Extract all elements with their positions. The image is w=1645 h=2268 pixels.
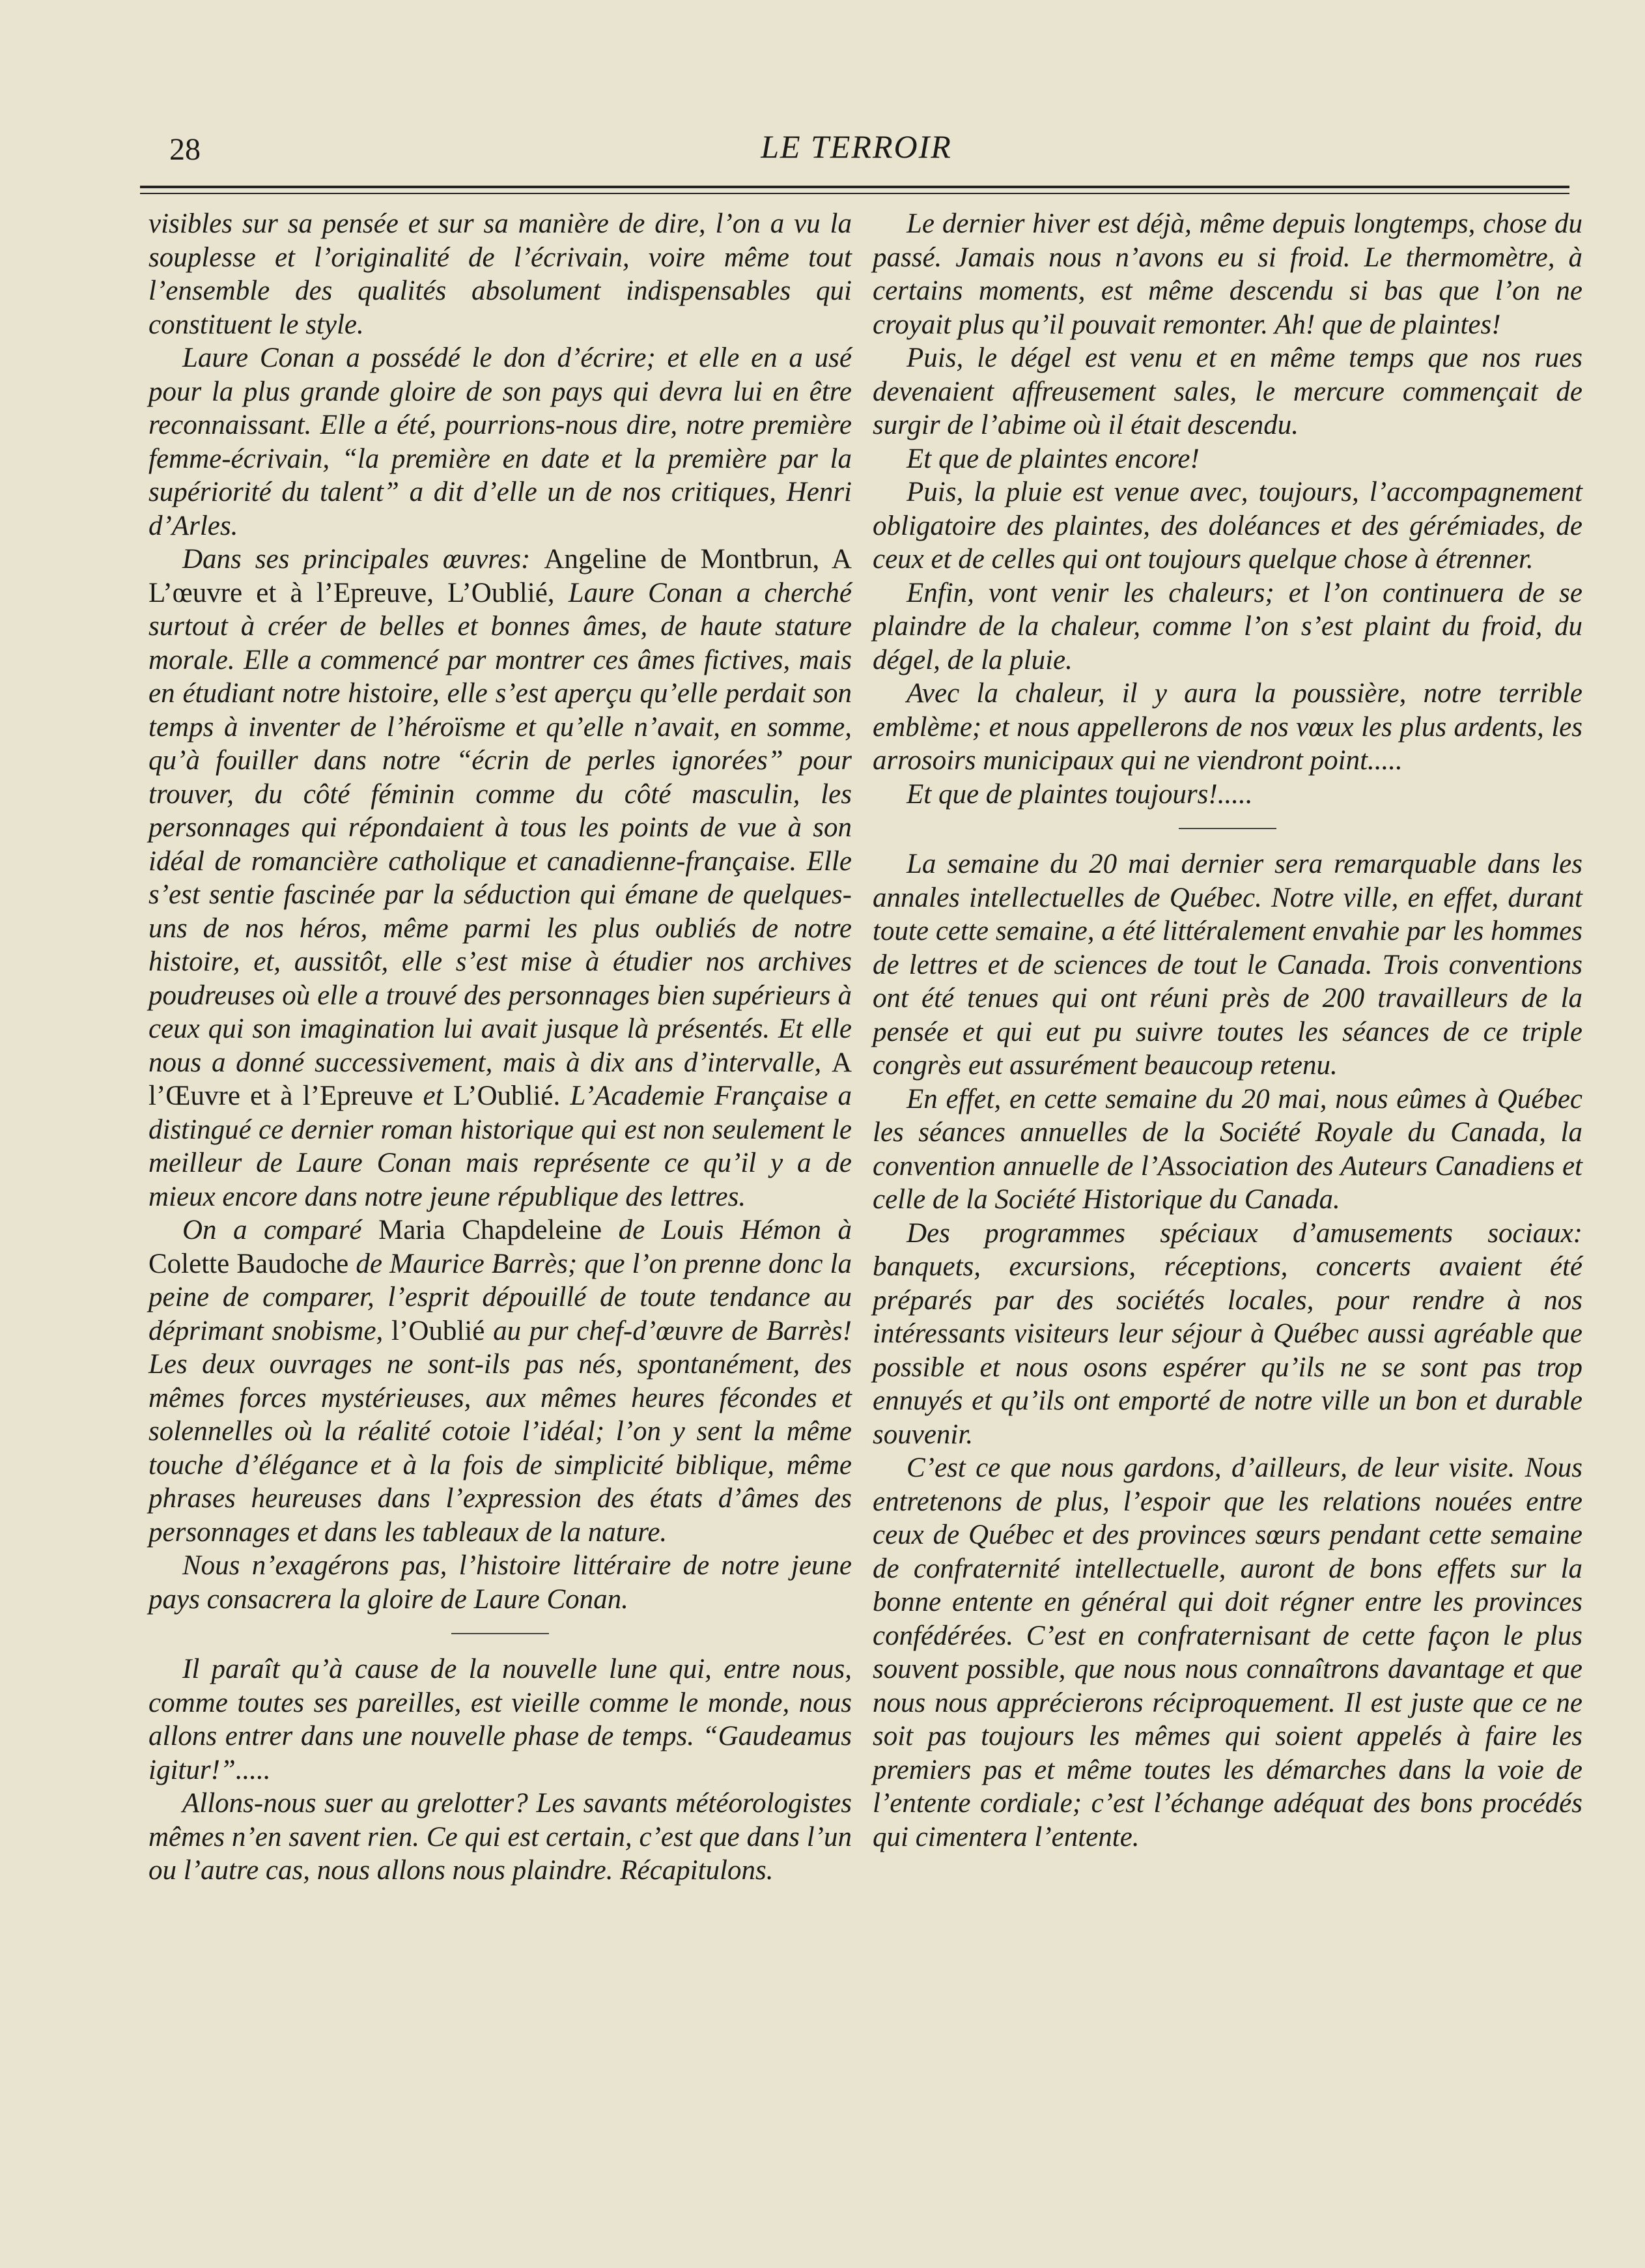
paragraph: Puis, la pluie est venue avec, toujours, l’accompagnement obligatoire des plaintes, des doléances et des gérémiades, de ceux et de celles qui ont toujours quelque chose à étrenner. (873, 477, 1582, 574)
section-divider (1179, 828, 1276, 829)
text-run: Laure Conan a cherché surtout à créer de belles et bonnes âmes, de haute stature morale. Elle a commencé par montrer ces âmes fictives, mais en étudiant notre histoire, elle s’est aperçu qu’elle perdait son temps à inventer de l’héroïsme et qu’elle n’avait, en somme, qu’à fouiller dans notre “écrin de perles ignorées” pour trouver, du côté féminin comme du côté masculin, les personnages qui répondaient à tous les points de vue à son idéal de romancière catholique et canadienne-française. Elle s’est sentie fascinée par la séduction qui émane de quelques-uns de nos héros, même parmi les plus oubliés de notre histoire, et, aussitôt, elle s’est mise à étudier nos archives poudreuses où elle a trouvé des personnages bien supérieurs à ceux qui son imagination lui avait jusque là présentés. Et elle nous a donné successivement, mais à dix ans d’intervalle, (148, 577, 852, 1078)
paragraph: Et que de plaintes encore! (907, 443, 1200, 474)
right-column (873, 207, 1582, 1854)
text-run: de Maurice Barrès; que l’on prenne donc la peine de comparer, l’esprit dépouillé de toute tendance au déprimant snobisme, (148, 1248, 852, 1346)
book-title: A l’Œuvre et à l’Epreuve (148, 1047, 852, 1111)
paragraph: Il paraît qu’à cause de la nouvelle lune qui, entre nous, comme toutes ses pareilles, est vieille comme le monde, nous allons entrer dans une nouvelle phase de temps. “Gaudeamus igitur!”..... (148, 1654, 852, 1785)
text-run: de Louis Hémon à (602, 1215, 852, 1245)
section-divider (451, 1633, 549, 1634)
paragraph: En effet, en cette semaine du 20 mai, nous eûmes à Québec les séances annuelles de la Société Royale du Canada, la convention annuelle de l’Association des Auteurs Canadiens et celle de la Société Historique du Canada. (873, 1083, 1582, 1215)
text-run: Dans ses principales œuvres: (182, 544, 544, 574)
header-rule (140, 186, 1569, 188)
paragraph (148, 543, 852, 1213)
paragraph: C’est ce que nous gardons, d’ailleurs, de leur visite. Nous entretenons de plus, l’espoir que les relations nouées entre ceux de Québec et des provinces sœurs pendant cette semaine de confraternité intellectuelle, auront de bons effets sur la bonne entente en général qui doit régner entre les provinces confédérées. C’est en confraternisant de cette façon le plus souvent possible, que nous nous connaîtrons davantage et que nous nous apprécierons réciproquement. Il est juste que ce ne soit pas toujours les mêmes qui soient appelés à faire les premiers pas et même toutes les démarches dans la voie de l’entente cordiale; c’est l’échange adéquat des bons procédés qui cimentera l’entente. (873, 1453, 1582, 1852)
paragraph: Et que de plaintes toujours!..... (907, 778, 1253, 810)
book-title: Colette Baudoche (148, 1248, 349, 1279)
book-title: l’Oublié (391, 1315, 485, 1346)
text-run: L’Academie Française a distingué ce dernier roman historique qui est non seulement le meilleur de Laure Conan mais représente ce qu’il y a de mieux encore dans notre jeune république des lettres. (148, 1081, 852, 1212)
book-title: Maria Chapdeleine (378, 1215, 602, 1245)
paragraph: Allons-nous suer au grelotter? Les savants météorologistes mêmes n’en savent rien. Ce qui est certain, c’est que dans l’un ou l’autre cas, nous allons nous plaindre. Récapitulons. (148, 1788, 852, 1886)
book-title: L’Oublié. (453, 1081, 561, 1111)
paragraph: visibles sur sa pensée et sur sa manière de dire, l’on a vu la souplesse et l’originalité de l’écrivain, voire même tout l’ensemble des qualités absolument indispensables qui constituent le style. (148, 208, 852, 340)
book-titles: Angeline de Montbrun, A L’œuvre et à l’Epreuve, L’Oublié, (148, 544, 852, 608)
paragraph: Nous n’exagérons pas, l’histoire littéraire de notre jeune pays consacrera la gloire de Laure Conan. (148, 1550, 852, 1615)
paragraph: Enfin, vont venir les chaleurs; et l’on continuera de se plaindre de la chaleur, comme l’on s’est plaint du froid, du dégel, de la pluie. (873, 577, 1582, 675)
page-number: 28 (169, 132, 201, 167)
paragraph (148, 1213, 852, 1549)
paragraph: Avec la chaleur, il y aura la poussière, notre terrible emblème; et nous appellerons de nos vœux les plus ardents, les arrosoirs municipaux qui ne viendront point..... (873, 678, 1582, 776)
text-run: On a comparé (182, 1215, 379, 1245)
text-run: au pur chef-d’œuvre de Barrès! Les deux ouvrages ne sont-ils pas nés, spontanément, des mêmes forces mystérieuses, aux mêmes heures fécondes et solennelles où la réalité cotoie l’idéal; l’on y sent la même touche d’élégance et à la fois de simplicité biblique, même phrases heureuses dans l’expression des états d’âmes des personnages et dans les tableaux de la nature. (148, 1315, 852, 1548)
left-column (148, 207, 852, 1888)
paragraph: Puis, le dégel est venu et en même temps que nos rues devenaient affreusement sales, le mercure commençait de surgir de l’abime où il était descendu. (873, 343, 1582, 440)
paragraph: Des programmes spéciaux d’amusements sociaux: banquets, excursions, réceptions, concerts avaient été préparés par des sociétés locales, pour rendre à nos intéressants visiteurs leur séjour à Québec aussi agréable que possible et nous osons espérer qu’ils ne se sont pas trop ennuyés et qu’ils ont emporté de notre ville un bon et durable souvenir. (873, 1217, 1582, 1450)
paragraph: La semaine du 20 mai dernier sera remarquable dans les annales intellectuelles de Québec. Notre ville, en effet, durant toute cette semaine, a été littéralement envahie par les hommes de lettres et de sciences de tout le Canada. Trois conventions ont été tenues qui ont réuni près de 200 travailleurs de la pensée et qui eut pu suivre toutes les séances de ce triple congrès eut assurément beaucoup retenu. (873, 849, 1582, 1081)
running-title: LE TERROIR (761, 128, 952, 165)
paragraph: Le dernier hiver est déjà, même depuis longtemps, chose du passé. Jamais nous n’avons eu si froid. Le thermomètre, à certains moments, est même descendu si bas que l’on ne croyait plus qu’il pouvait remonter. Ah! que de plaintes! (873, 208, 1582, 340)
page-header (143, 122, 1569, 175)
paragraph: Laure Conan a possédé le don d’écrire; et elle en a usé pour la plus grande gloire de son pays qui devra lui en être reconnaissant. Elle a été, pourrions-nous dire, notre première femme-écrivain, “la première en date et la première par la supériorité du talent” a dit d’elle un de nos critiques, Henri d’Arles. (148, 343, 852, 541)
text-run: et (413, 1081, 453, 1111)
header-rule-thin (140, 193, 1569, 194)
